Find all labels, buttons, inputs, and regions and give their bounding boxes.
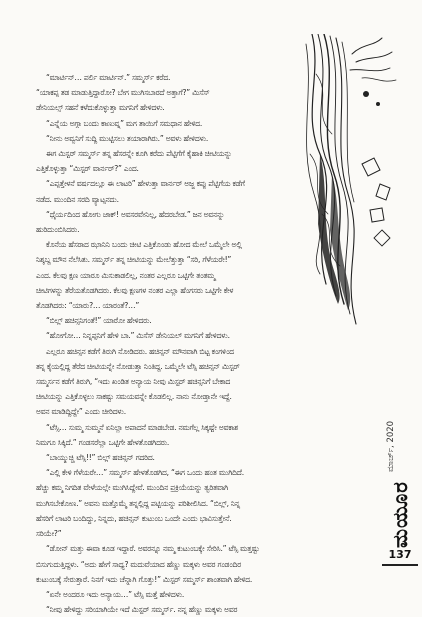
text-line: “ಧೈರ್ಯದಿಂದ ಹೋಗು ಜಾಕ್! ಅವಸರವೇನಿಲ್ಲ, ಹೆದರಬೇಡ.” ಜನ ಅವನನ್ನು <box>46 209 225 219</box>
text-line: ಎತ್ತಿಕೊಳ್ಳುತ್ತಾ “ಮಿಸ್ಟರ್ ವಾರ್ನರ್?” ಎಂದ. <box>36 164 139 174</box>
text-line: “ಡೋನ್ ಮತ್ತು ಈವಾ ಕೂಡ ಇದ್ದಾರೆ. ಅವರನ್ನೂ ನಮ್ಮ ಕುಟುಂಬಕ್ಕೇ ಸೇರಿಸಿ.” ಟೆಸ್ಸಿ ಮತ್ತಷ್ಟು <box>46 544 260 554</box>
section-title: ಮಯೂರ <box>388 481 412 548</box>
text-line: ಹೆಚ್ಚು ಕಮ್ಮ ನಿಗದಿತ ವೇಳೆಯಲ್ಲೇ ಮುಗಿಸಿದ್ದೇವೆ. ಮುಂದಿನ ಪ್ರಕ್ರಿಯೆಯನ್ನು ತ್ವರಿತವಾಗಿ <box>36 483 229 493</box>
text-line: “ಏನೇ ಅಂದರೂ ಇದು ಅನ್ಯಾಯ…” ಟೆಸ್ಸಿ ಮತ್ತೆ ಹೇಳಿದಳು. <box>46 589 185 599</box>
text-line: “ಯಾಕಪ್ಪ ತಡ ಮಾಡುತ್ತಿದ್ದಾರೋ? ಬೇಗ ಮುಗಿಸಬಾರದೆ ಅತ್ತಾಗೆ?” ಮಿಸೆಸ್ <box>36 88 210 98</box>
text-line: “ಮಾರ್ಟಿನ್… ಪರ್ಲಿ ಮಾರ್ಟಿನ್.” ಸಮ್ಮರ್ಸ್ ಕರೆದ. <box>46 73 171 82</box>
text-line: ಎಲ್ಲರೂ ಹಚಿನ್ಸನ ಕಡೆಗೆ ತಿರುಗಿ ನೋಡಿದರು. ಹಚಿನ್ಸನ್ ಮೌನವಾಗಿ ಬಿಟ್ಟ ಕಂಗಳಿಂದ <box>46 346 234 356</box>
text-line: ಹೆಸರಿಗೆ ಲಾಟರಿ ಬಂದಿದ್ದು, ನಿನ್ನದು, ಹಚಿನ್ಸನ್ ಕುಟುಂಬ ಒಂದೇ ಎಂದು ಭಾವಿಸುತ್ತೇನೆ. <box>36 513 232 523</box>
running-head: ಮಾರ್ಚ್, 2020 <box>386 420 396 472</box>
text-line: ಚೀಟಿಯನ್ನು ಎತ್ತಿಕೊಳ್ಳಲು ಸಾಕಷ್ಟು ಸಮಯವನ್ನೇ ಕೊಡಲಿಲ್ಲ. ನಾನು ನೋಡ್ತಾನೇ ಇದ್ದೆ. <box>36 392 232 402</box>
text-line: ತೊಡಗಿದರು: “ಯಾರು?… ಯಾರಂತೆ?…” <box>36 301 140 311</box>
text-line: “ಎಪ್ಪತ್ತೇಳನೆ ವರ್ಷದಲ್ಲೂ ಈ ಲಾಟರಿ” ಹೇಳುತ್ತಾ ವಾರ್ನರ್ ಅಜ್ಜ ಕಪ್ಪು ಪೆಟ್ಟಿಗೆಯ ಕಡೆಗೆ <box>46 179 245 189</box>
text-line: “ಬಾಯ್ಮುಚ್ಚಿ ಟೆಸ್ಸಿ!!” ಬಿಲ್ಲ್ ಹಚಿನ್ಸನ್ ಗದರಿದ. <box>46 453 155 463</box>
text-line: ನಿಶ್ಶಬ್ದ ಮೌನ ನೆಲೆಸಿತು. ಸಮ್ಮರ್ಸ್ ತನ್ನ ಚೀಟಿಯನ್ನು ಮೇಲೆತ್ತುತ್ತಾ “ಸರಿ, ಗೆಳೆಯರೇ!” <box>36 255 232 265</box>
text-line: ಈಗ ಮಿಸ್ಟರ್ ಸಮ್ಮರ್ಸ್ ತನ್ನ ಹೆಸರನ್ನೇ ಕೂಗಿ ಕರೆದು ಪೆಟ್ಟಿಗೆಗೆ ಕೈಹಾಕಿ ಚೀಟಿಯನ್ನು <box>46 149 232 159</box>
text-line: ತನ್ನ ಕೈಯಲ್ಲಿದ್ದ ತೆರೆದ ಚೀಟಿಯನ್ನೇ ನೋಡುತ್ತಾ ನಿಂತಿದ್ದ. ಒಮ್ಮೆಲೇ ಟೆಸ್ಸಿ ಹಚಿನ್ಸನ್ ಮಿಸ್ಟರ್ <box>36 361 240 371</box>
text-line: ಎಂದ. ಕೆಲವು ಕ್ಷಣ ಯಾರೂ ಮಿಸುಕಾಡಲಿಲ್ಲ, ನಂತರ ಎಲ್ಲರೂ ಒಟ್ಟಿಗೇ ತಂತಮ್ಮ <box>36 270 216 280</box>
text-line: “ಎನ್ನೆಯ ಅಗ್ಗಾ ಬಂದು ಕಾಣುವ್ನ” ಮಗ ತಾಯಿಗೆ ಸಮಧಾನ ಹೇಳಿದ. <box>46 118 203 128</box>
text-line: ಮುಗಿಸಬೇಕೋಣ.” ಅವನು ಮತ್ತೊಮ್ಮೆ ತನ್ನಲ್ಲಿದ್ದ ಪಟ್ಟಿಯನ್ನು ಪರಿಶೀಲಿಸಿದ. “ಬಿಲ್ಲ್, ನಿನ್ನ <box>36 498 240 508</box>
text-line: ನಡೆದ. ಮುಂದಿನ ಸರದಿ ವ್ಯಾಟ್ಸನದು. <box>36 194 119 204</box>
text-line: ನಿಮಗೂ ಸಿಕ್ಕಿದೆ.” ಗಂಡಸರೆಲ್ಲಾ ಒಟ್ಟಿಗೇ ಹೇಳತೊಡಗಿದರು. <box>36 437 170 447</box>
page-number: 137 <box>388 548 412 561</box>
page-sidebar <box>382 250 416 550</box>
text-line: ಬಿಸುಗುದುತ್ತಿದ್ದಳು. “ಅದು ಹೇಗೆ ಸಾಧ್ಯ? ಮದುವೆಯಾದ ಹೆಣ್ಣು ಮಕ್ಕಳು ಅವರ ಗಂಡಂದಿರ <box>36 559 242 569</box>
text-line: “ಎಲ್ಲಿ ಕೇಳಿ ಗೆಳೆಯರೇ…” ಸಮ್ಮರ್ಸ್ ಹೇಳತೊಡಗಿದ, “ಈಗ ಒಂದು ಹಂತ ಮುಗಿದಿದೆ. <box>46 468 244 478</box>
text-line: ಡೇನಿಯಲ್ಸ್ ಸಹನೆ ಕಳೆದುಕೊಳ್ಳುತ್ತಾ ಮಗನಿಗೆ ಹೇಳಿದಳು. <box>36 103 165 113</box>
text-line: “ಹೋಗೋ… ನಿನ್ನಪ್ಪನಿಗೆ ಹೇಳಿ ಬಾ.” ಮಿಸೆಸ್ ಡೇನಿಯಲ್ ಮಗನಿಗೆ ಹೇಳಿದಳು. <box>46 331 230 341</box>
text-line: ಕುಟುಂಬಕ್ಕೆ ಸೇರುತ್ತಾರೆ. ನಿನಗೆ ಇದು ಚೆನ್ನಾಗಿ ಗೊತ್ತು!” ಮಿಸ್ಟರ್ ಸಮ್ಮರ್ಸ್ ಶಾಂತವಾಗಿ ಹೇಳಿದ. <box>36 574 253 584</box>
page-number-rule <box>382 564 418 566</box>
text-line: “ನೀನು ಅವ್ವನಿಗೆ ಸುದ್ದಿ ಮುಟ್ಟಿಸಲು ತಯಾರಾಗಿರು.” ಅವಳು ಹೇಳಿದಳು. <box>46 133 209 143</box>
text-line: ಸಮ್ಮರ್ಸನ ಕಡೆಗೆ ತಿರುಗಿ, “ಇದು ಖಂಡಿತ ಅನ್ಯಾಯ ನೀವು ಮಿಸ್ಟರ್ ಹಚಿನ್ಸನಿಗೆ ಬೇಕಾದ <box>36 377 231 387</box>
text-line: ಅವನ ಮಾಡಿದ್ದಿದ್ದೇ” ಎಂದು ಚೀರಿದಳು. <box>36 407 126 417</box>
text-line: ಸರಿಯೇ?” <box>36 529 62 539</box>
text-line: “ಟೆಸ್ಸಿ… ಸುಮ್ಮ ಸುಮ್ಮನೆ ಏನಿಲ್ಲಾ ಅಪಾದನೆ ಮಾಡಬೇಡ. ನಮಗೆಲ್ಲ ಸಿಕ್ಕಷ್ಟೇ ಅವಕಾಶ <box>46 422 239 432</box>
text-line: “ನೀವು ಹೇಳಿದ್ದು ಸರಿಯಾಗಿಯೇ ಇದೆ ಮಿಸ್ಟರ್ ಸಮ್ಮರ್ಸ್. ನನ್ನ ಹೆಣ್ಣು ಮಕ್ಕಳು ಅವರ <box>46 605 238 615</box>
text-line: ಹುರಿದುಂಬಿಸಿದರು. <box>36 225 80 235</box>
text-line: ಚೀಟಿಗಳನ್ನು ತೆರೆಯತೊಡಗಿದರು. ಕೆಲವು ಕ್ಷಣಗಳ ನಂತರ ಎಲ್ಲಾ ಹೆಂಗಸರು ಒಟ್ಟಿಗೇ ಕೇಳ <box>36 285 234 295</box>
text-line: ಕೊನೆಯ ಹೆಸರಾದ ಝಾನಿನಿ ಬಂದು ಚೀಟಿ ಎತ್ತಿಕೊಂಡು ಹೋದ ಮೇಲೆ ಒಮ್ಮೆಲೇ ಅಲ್ಲಿ <box>46 240 242 250</box>
text-line: “ಬಿಲ್ಲ್ ಹಚಿನ್ಸನಿಗಂತೆ!” ಯಾರೋ ಹೇಳಿದರು. <box>46 316 152 326</box>
